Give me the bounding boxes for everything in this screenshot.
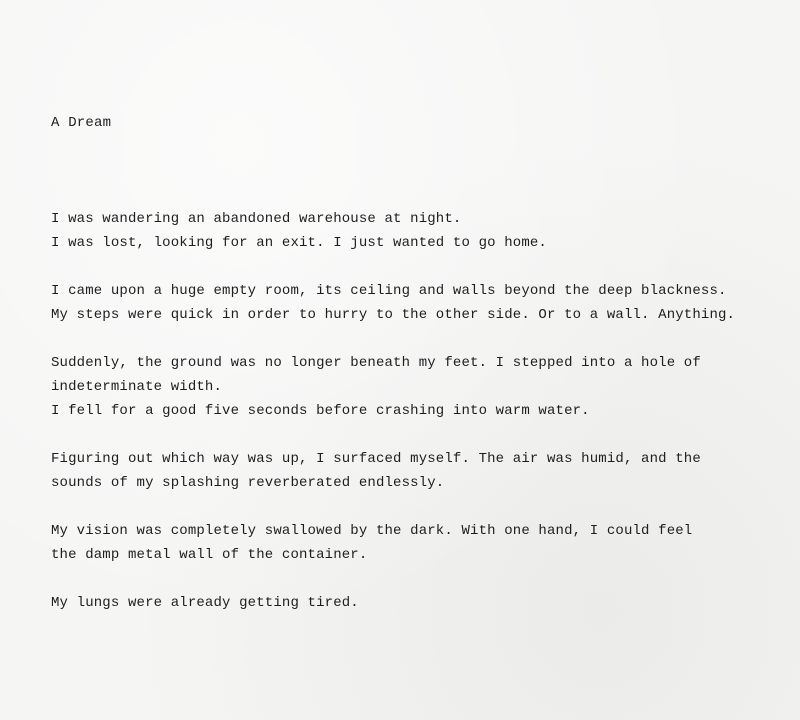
text-line: My steps were quick in order to hurry to the other side. Or to a wall. Anything. [51,307,736,323]
paragraph [51,351,791,423]
text-line: Suddenly, the ground was no longer beneath my feet. I stepped into a hole of [51,355,701,371]
document-title: A Dream [51,115,112,131]
text-line: I fell for a good five seconds before crashing into warm water. [51,403,590,419]
paragraph [51,447,791,495]
text-line: My vision was completely swallowed by the dark. With one hand, I could feel [51,523,693,539]
text-line: I came upon a huge empty room, its ceiling and walls beyond the deep blackness. [51,283,727,299]
paragraph [51,279,791,327]
text-line: sounds of my splashing reverberated endlessly. [51,475,445,491]
paragraph [51,207,791,255]
paragraph [51,591,791,615]
text-line: I was lost, looking for an exit. I just wanted to go home. [51,235,547,251]
text-line: indeterminate width. [51,379,223,395]
paragraph [51,519,791,567]
text-line: My lungs were already getting tired. [51,595,359,611]
text-line: I was wandering an abandoned warehouse at night. [51,211,462,227]
text-line: the damp metal wall of the container. [51,547,368,563]
text-line: Figuring out which way was up, I surfaced myself. The air was humid, and the [51,451,701,467]
document-body [51,207,791,639]
